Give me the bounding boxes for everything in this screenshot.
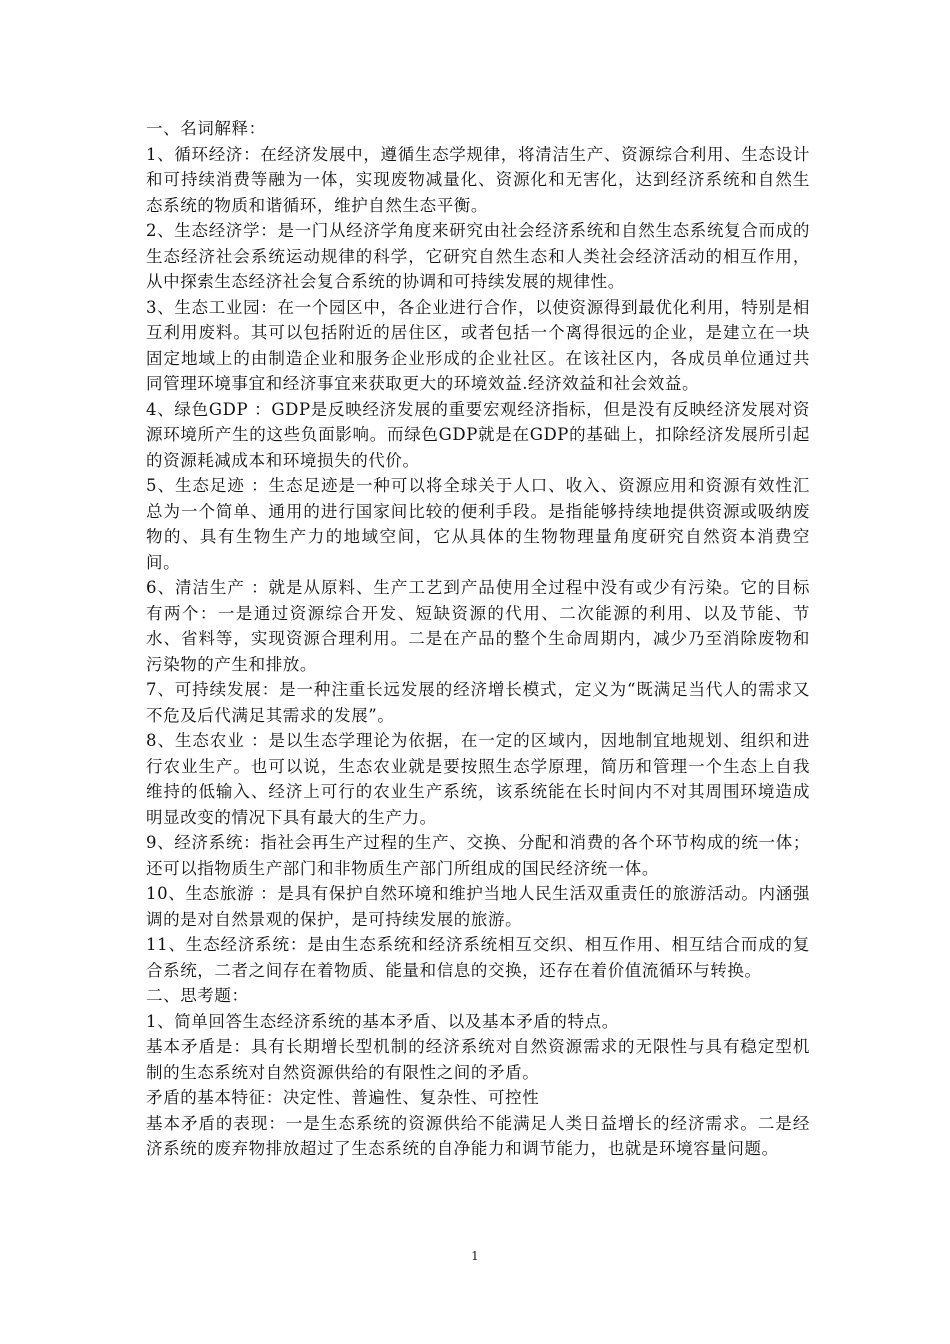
answer-features: 矛盾的基本特征：决定性、普遍性、复杂性、可控性 [146, 1088, 540, 1107]
term-eco-industrial-park: 3、生态工业园：在一个园区中，各企业进行合作，以使资源得到最优化利用，特别是相互利用废料。其可以包括附近的居住区，或者包括一个离得很远的企业，是建立在一块固定地域上的由制造企业和服务企业形成的企业社区。在该社区内，各成员单位通过共同管理环境事宜和经济事宜来获取更大的环境效益.经济效益和社会效益。 [146, 297, 810, 393]
document-body [146, 116, 810, 1162]
term-circular-economy: 1、循环经济：在经济发展中，遵循生态学规律，将清洁生产、资源综合利用、生态设计和可持续消费等融为一体，实现废物减量化、资源化和无害化，达到经济系统和自然生态系统的物质和谐循环，维护自然生态平衡。 [146, 144, 810, 215]
section-heading-questions: 二、思考题： [146, 986, 249, 1005]
term-cleaner-production: 6、清洁生产 ：就是从原料、生产工艺到产品使用全过程中没有或少有污染。它的目标有两个：一是通过资源综合开发、短缺资源的代用、二次能源的利用、以及节能、节水、省料等，实现资源合理利用。二是在产品的整个生命周期内，减少乃至消除废物和污染物的产生和排放。 [146, 578, 810, 674]
answer-basic-contradiction: 基本矛盾是：具有长期增长型机制的经济系统对自然资源需求的无限性与具有稳定型机制的生态系统对自然资源供给的有限性之间的矛盾。 [146, 1037, 810, 1082]
term-ecological-agriculture: 8、生态农业 ：是以生态学理论为依据，在一定的区域内，因地制宜地规划、组织和进行农业生产。也可以说，生态农业就是要按照生态学原理，简历和管理一个生态上自我维持的低输入、经济上可行的农业生产系统，该系统能在长时间内不对其周围环境造成明显改变的情况下具有最大的生产力。 [146, 731, 810, 827]
term-ecological-economics: 2、生态经济学：是一门从经济学角度来研究由社会经济系统和自然生态系统复合而成的生态经济社会系统运动规律的科学，它研究自然生态和人类社会经济活动的相互作用，从中探索生态经济社会复合系统的协调和可持续发展的规律性。 [146, 221, 810, 291]
term-sustainable-development: 7、可持续发展：是一种注重长远发展的经济增长模式，定义为“既满足当代人的需求又不危及后代满足其需求的发展”。 [146, 680, 810, 725]
term-eco-economic-system: 11、生态经济系统：是由生态系统和经济系统相互交织、相互作用、相互结合而成的复合系统，二者之间存在着物质、能量和信息的交换，还存在着价值流循环与转换。 [146, 935, 810, 980]
term-green-gdp: 4、绿色GDP ：GDP是反映经济发展的重要宏观经济指标，但是没有反映经济发展对资源环境所产生的这些负面影响。而绿色GDP就是在GDP的基础上，扣除经济发展所引起的资源耗减成本和环境损失的代价。 [146, 399, 810, 470]
section-heading-terms: 一、名词解释： [146, 119, 266, 138]
question-1: 1、简单回答生态经济系统的基本矛盾、以及基本矛盾的特点。 [146, 1011, 619, 1031]
term-ecological-footprint: 5、生态足迹 ：生态足迹是一种可以将全球关于人口、收入、资源应用和资源有效性汇总为一个简单、通用的进行国家间比较的便利手段。是指能够持续地提供资源或吸纳废物的、具有生物生产力的地域空间，它从具体的生物物理量角度研究自然资本消费空间。 [146, 476, 810, 572]
term-economic-system: 9、经济系统：指社会再生产过程的生产、交换、分配和消费的各个环节构成的统一体；还可以指物质生产部门和非物质生产部门所组成的国民经济统一体。 [146, 833, 810, 878]
page-number: 1 [471, 1249, 479, 1263]
term-ecotourism: 10、生态旅游 ：是具有保护自然环境和维护当地人民生活双重责任的旅游活动。内涵强调的是对自然景观的保护，是可持续发展的旅游。 [146, 884, 810, 929]
answer-manifestations: 基本矛盾的表现：一是生态系统的资源供给不能满足人类日益增长的经济需求。二是经济系统的废弃物排放超过了生态系统的自净能力和调节能力，也就是环境容量问题。 [146, 1113, 810, 1158]
